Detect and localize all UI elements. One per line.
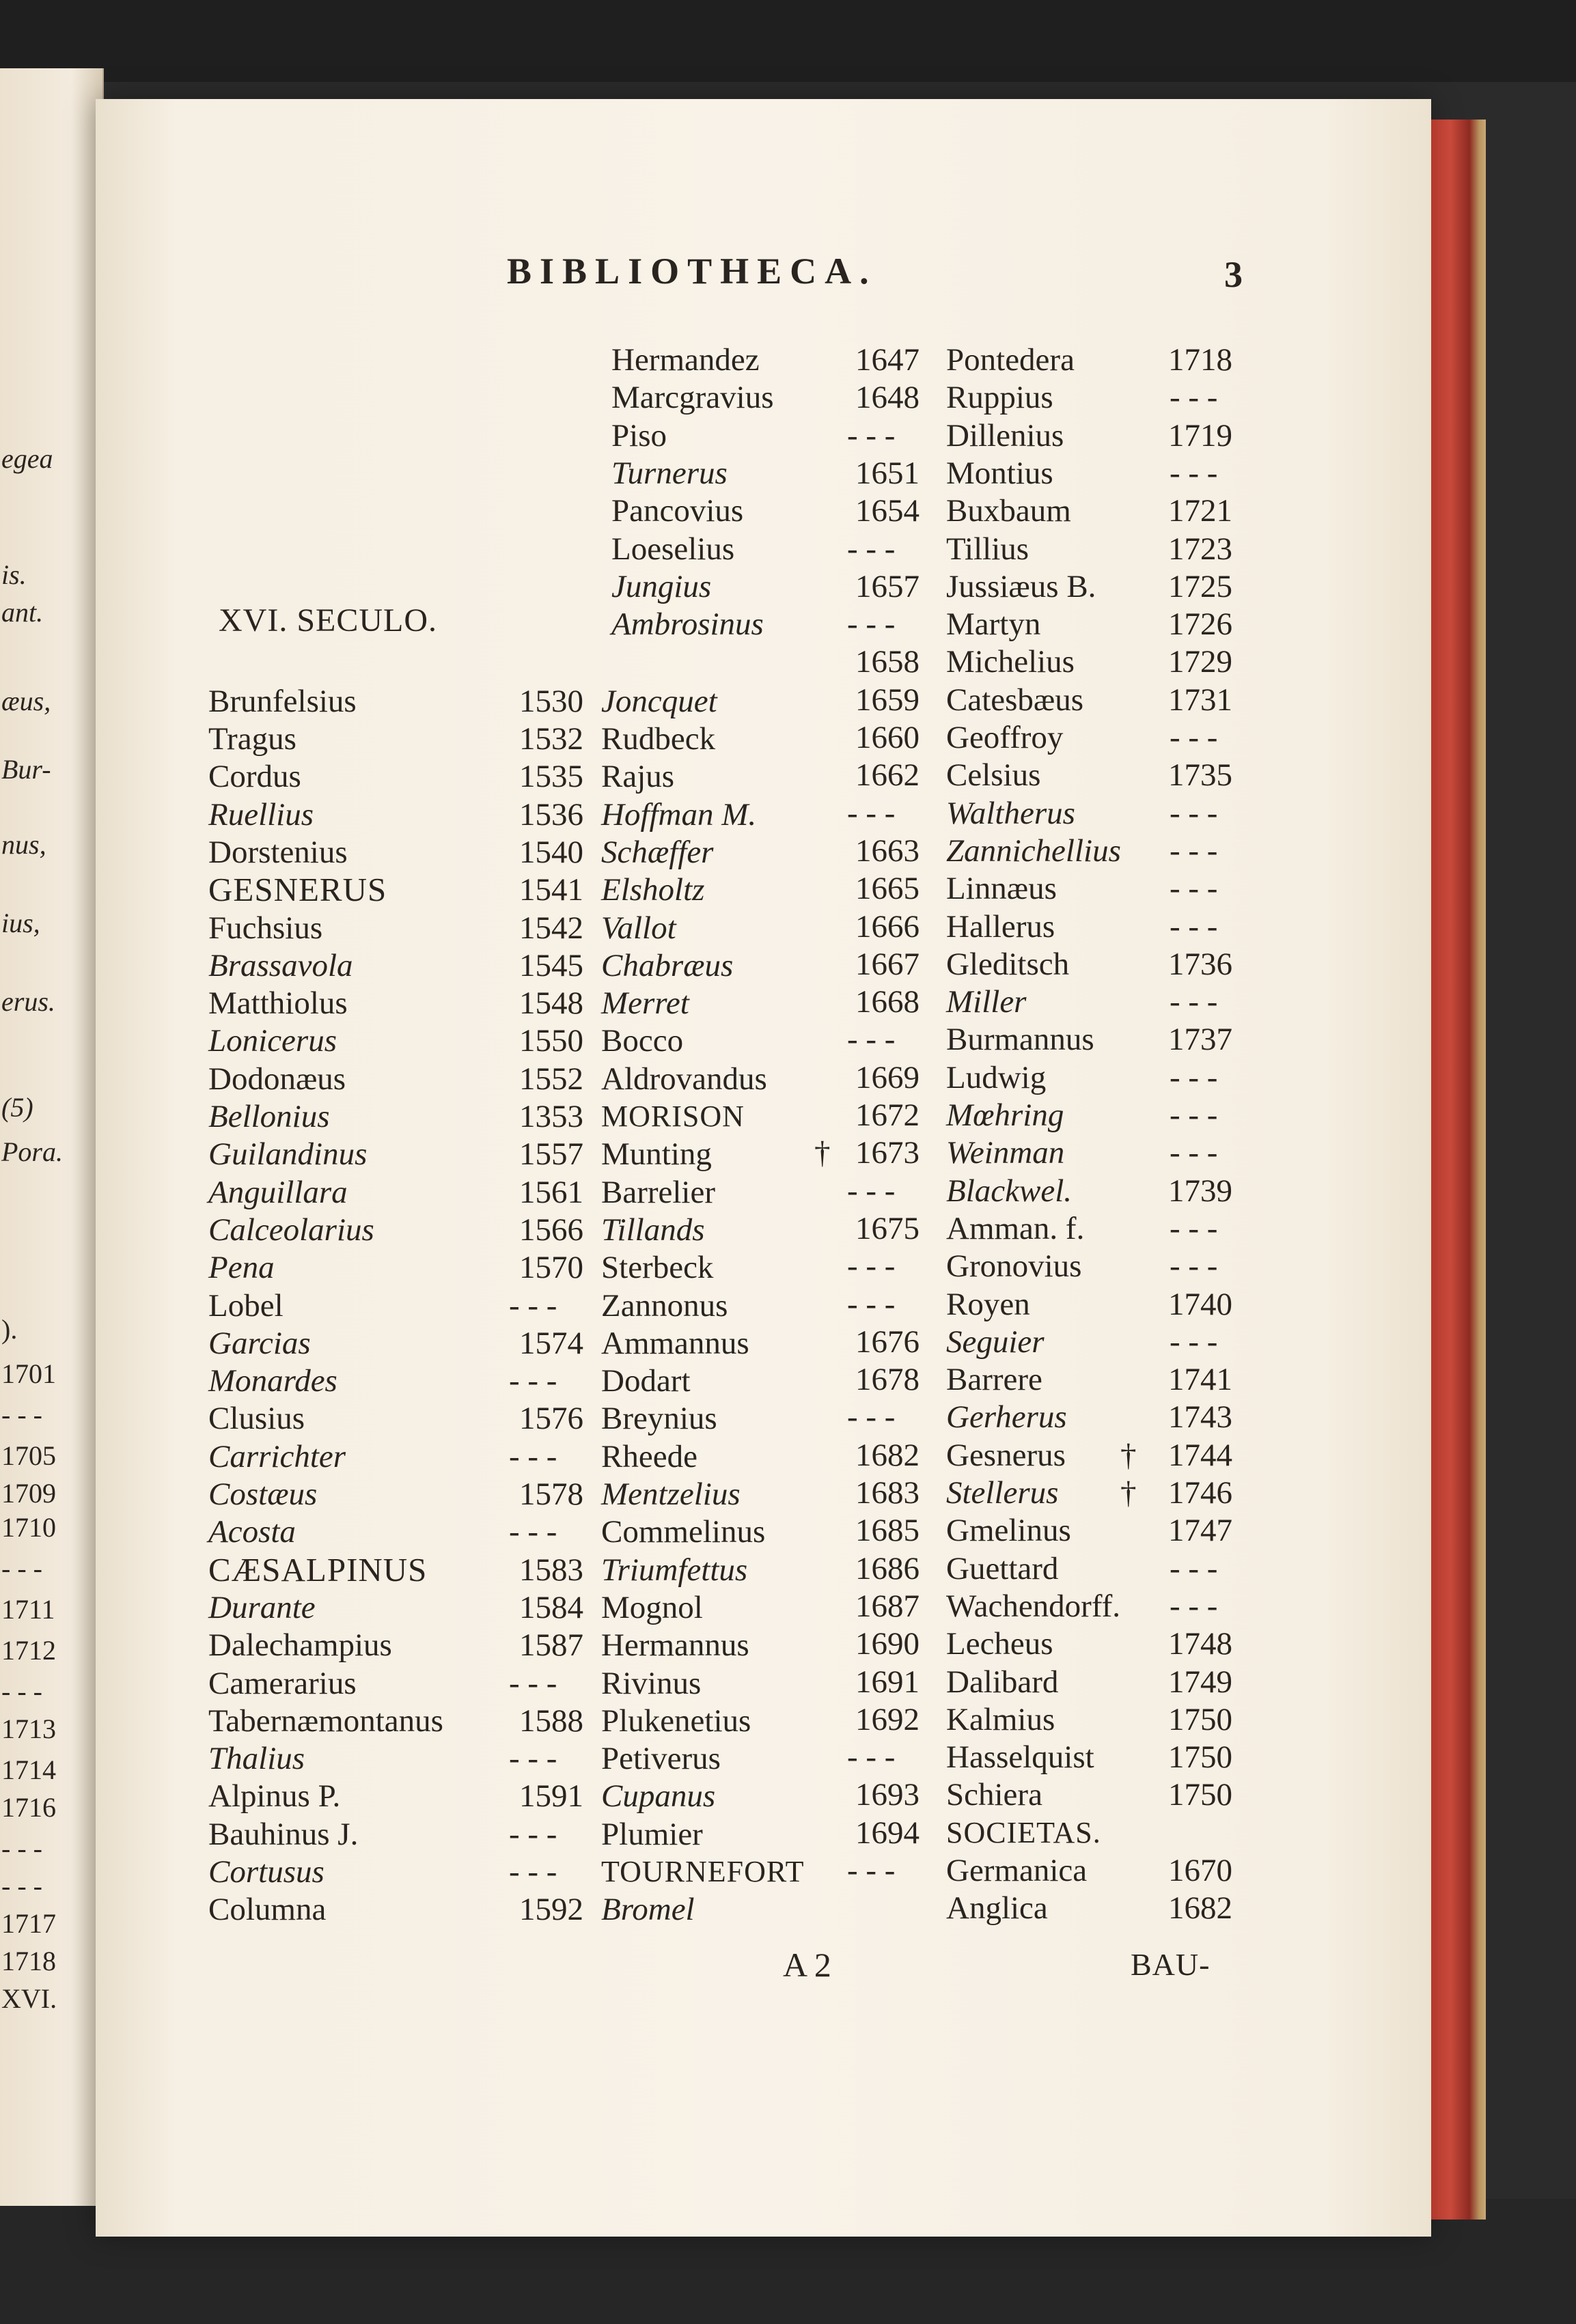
col3-year: 1678 bbox=[855, 1362, 920, 1398]
col4-year: - - - bbox=[1170, 720, 1218, 755]
col4-year: 1747 bbox=[1168, 1513, 1232, 1549]
left-page-fragment: æus, bbox=[1, 686, 51, 716]
col1-name: Brassavola bbox=[208, 947, 353, 983]
col2-name: Zannonus bbox=[601, 1287, 728, 1324]
col3-year: 1685 bbox=[855, 1513, 920, 1549]
page-number: 3 bbox=[1224, 254, 1243, 295]
left-page-fragment: 1717 bbox=[1, 1908, 56, 1939]
left-page-fragment: erus. bbox=[1, 986, 55, 1017]
col2-name: Mentzelius bbox=[601, 1476, 741, 1512]
col3-year: 1692 bbox=[855, 1701, 920, 1737]
col3-name: Jussiæus B. bbox=[946, 568, 1096, 604]
col3-name: Kalmius bbox=[946, 1701, 1055, 1737]
col3-year: 1665 bbox=[855, 871, 920, 907]
left-page-fragment: 1705 bbox=[1, 1440, 56, 1471]
left-page-fragment: - - - bbox=[1, 1833, 42, 1864]
col4-year: - - - bbox=[1170, 1059, 1218, 1095]
col3-name: Gleditsch bbox=[946, 946, 1070, 982]
col4-year: 1723 bbox=[1168, 531, 1232, 567]
col2-name: Mognol bbox=[601, 1589, 703, 1625]
col4-year: - - - bbox=[1170, 908, 1218, 944]
col2-name: Triumfettus bbox=[601, 1552, 748, 1588]
col1-name: CÆSALPINUS bbox=[208, 1550, 428, 1588]
red-page-edge bbox=[1431, 120, 1486, 2220]
col4-year: 1726 bbox=[1168, 606, 1232, 643]
col4-year: - - - bbox=[1170, 1588, 1218, 1624]
dagger-mark: † bbox=[1120, 1475, 1137, 1511]
col3-year: - - - bbox=[847, 531, 896, 567]
col2-year: - - - bbox=[509, 1665, 557, 1701]
col3-year: 1682 bbox=[855, 1437, 920, 1473]
col2-name: Aldrovandus bbox=[601, 1061, 767, 1097]
col3-year: 1676 bbox=[855, 1324, 920, 1360]
col4-year: - - - bbox=[1170, 380, 1218, 416]
col2-year: - - - bbox=[509, 1854, 557, 1890]
col3-name: Waltherus bbox=[946, 795, 1075, 831]
col4-year: 1743 bbox=[1168, 1399, 1232, 1436]
col2-name: Bromel bbox=[601, 1892, 695, 1928]
col3-name: Pontedera bbox=[946, 342, 1075, 378]
col3-name: Tillius bbox=[946, 531, 1029, 567]
col4-year: 1748 bbox=[1168, 1626, 1232, 1662]
col1-name: Fuchsius bbox=[208, 910, 323, 946]
left-page-fragment: ant. bbox=[1, 597, 44, 628]
col3-name: Guettard bbox=[946, 1550, 1059, 1586]
col4-year: 1739 bbox=[1168, 1173, 1232, 1209]
col2-year: - - - bbox=[509, 1741, 557, 1777]
col2-name: Piso bbox=[611, 417, 667, 453]
col2-name: Plukenetius bbox=[601, 1703, 751, 1739]
col4-year: - - - bbox=[1170, 984, 1218, 1020]
col4-year: - - - bbox=[1170, 1248, 1218, 1285]
col1-name: Anguillara bbox=[208, 1174, 348, 1210]
col3-name: Ruppius bbox=[946, 380, 1053, 416]
col3-year: 1648 bbox=[855, 380, 920, 416]
col3-name: Dalibard bbox=[946, 1664, 1059, 1700]
col4-year: 1750 bbox=[1168, 1777, 1232, 1813]
col1-name: Lobel bbox=[208, 1287, 284, 1324]
left-page-fragment: 1709 bbox=[1, 1478, 56, 1509]
col3-name: Buxbaum bbox=[946, 493, 1071, 529]
col3-year: 1690 bbox=[855, 1626, 920, 1662]
left-page-fragment: 1718 bbox=[1, 1946, 56, 1976]
col1-name: Thalius bbox=[208, 1741, 305, 1777]
left-page-fragment: 1712 bbox=[1, 1635, 56, 1666]
left-page-fragment: 1701 bbox=[1, 1358, 56, 1389]
col2-name: Joncquet bbox=[601, 683, 717, 719]
col3-name: Weinman bbox=[946, 1135, 1065, 1171]
col2-year: 1588 bbox=[519, 1703, 583, 1739]
col2-name: Rajus bbox=[601, 759, 675, 795]
col1-name: Dalechampius bbox=[208, 1627, 392, 1664]
col2-year: 1592 bbox=[519, 1892, 583, 1928]
col3-name: Geoffroy bbox=[946, 720, 1064, 755]
col4-year: 1741 bbox=[1168, 1362, 1232, 1398]
col3-year: 1668 bbox=[855, 984, 920, 1020]
col3-name: Germanica bbox=[946, 1853, 1088, 1888]
col4-year: 1670 bbox=[1168, 1853, 1232, 1888]
col2-name: Commelinus bbox=[601, 1514, 766, 1550]
col3-name: SOCIETAS. bbox=[946, 1815, 1101, 1849]
col1-name: Carrichter bbox=[208, 1438, 346, 1474]
col3-year: 1663 bbox=[855, 832, 920, 869]
left-page-fragment: is. bbox=[1, 559, 27, 590]
col2-name: Merret bbox=[601, 985, 689, 1022]
col3-name: Burmannus bbox=[946, 1022, 1094, 1058]
dagger-mark: † bbox=[814, 1135, 831, 1171]
col1-name: Clusius bbox=[208, 1401, 305, 1437]
col2-name: Bocco bbox=[601, 1023, 684, 1059]
col2-year: 1535 bbox=[519, 759, 583, 795]
left-page-fragment: XVI. bbox=[1, 1983, 57, 2014]
col2-name: Plumier bbox=[601, 1816, 703, 1852]
col3-name: Ludwig bbox=[946, 1059, 1047, 1095]
col3-year: 1694 bbox=[855, 1815, 920, 1851]
col3-name: Mœhring bbox=[946, 1097, 1064, 1133]
col2-name: Hermannus bbox=[601, 1627, 749, 1664]
col3-year: - - - bbox=[847, 417, 896, 453]
col1-name: Matthiolus bbox=[208, 985, 348, 1022]
col3-name: Dillenius bbox=[946, 417, 1064, 453]
catchword: BAU- bbox=[1131, 1947, 1211, 1982]
col3-year: - - - bbox=[847, 1399, 896, 1436]
col2-name: Munting bbox=[601, 1136, 712, 1173]
left-page-fragment: - - - bbox=[1, 1871, 42, 1901]
col3-year: 1675 bbox=[855, 1210, 920, 1246]
col1-name: Tabernæmontanus bbox=[208, 1703, 443, 1739]
col1-name: Bellonius bbox=[208, 1099, 330, 1134]
col4-year: 1725 bbox=[1168, 568, 1232, 604]
col3-name: Gerherus bbox=[946, 1399, 1067, 1436]
col2-year: 1540 bbox=[519, 834, 583, 870]
col1-name: Calceolarius bbox=[208, 1212, 374, 1248]
col3-year: - - - bbox=[847, 1853, 896, 1888]
left-page-fragment: ius, bbox=[1, 908, 40, 938]
col3-name: Catesbæus bbox=[946, 682, 1084, 718]
col3-year: 1654 bbox=[855, 493, 920, 529]
col1-name: Pena bbox=[208, 1250, 275, 1286]
col1-name: Dorstenius bbox=[208, 834, 348, 870]
col3-name: Hallerus bbox=[946, 908, 1055, 944]
col2-year: 1552 bbox=[519, 1061, 583, 1097]
signature-mark: A 2 bbox=[783, 1946, 831, 1984]
col2-year: 1570 bbox=[519, 1250, 583, 1286]
col2-year: 1536 bbox=[519, 796, 583, 832]
col2-year: 1557 bbox=[519, 1136, 583, 1173]
col3-name: Lecheus bbox=[946, 1626, 1053, 1662]
col2-name: Dodart bbox=[601, 1363, 691, 1399]
col2-year: 1541 bbox=[519, 872, 583, 908]
col3-year: 1673 bbox=[855, 1135, 920, 1171]
dagger-mark: † bbox=[1120, 1437, 1137, 1473]
col4-year: 1740 bbox=[1168, 1286, 1232, 1322]
col2-year: 1545 bbox=[519, 947, 583, 983]
col3-year: 1651 bbox=[855, 455, 920, 491]
col3-name: Blackwel. bbox=[946, 1173, 1073, 1209]
col2-year: 1584 bbox=[519, 1589, 583, 1625]
col2-name: Elsholtz bbox=[601, 872, 705, 908]
col3-name: Celsius bbox=[946, 757, 1041, 794]
col4-year: 1746 bbox=[1168, 1475, 1232, 1511]
col4-year: - - - bbox=[1170, 1324, 1218, 1360]
col3-name: Anglica bbox=[946, 1890, 1048, 1927]
col3-year: - - - bbox=[847, 606, 896, 643]
left-page-fragment: - - - bbox=[1, 1553, 42, 1584]
col3-name: Gmelinus bbox=[946, 1513, 1071, 1549]
col3-year: 1687 bbox=[855, 1588, 920, 1624]
col2-name: Rudbeck bbox=[601, 721, 716, 757]
col4-year: 1737 bbox=[1168, 1022, 1232, 1058]
col4-year: 1749 bbox=[1168, 1664, 1232, 1700]
col2-name: Tillands bbox=[601, 1212, 705, 1248]
col2-name: Vallot bbox=[601, 910, 676, 946]
col1-name: Lonicerus bbox=[208, 1023, 337, 1059]
col2-year: 1578 bbox=[519, 1476, 583, 1512]
col3-name: Gronovius bbox=[946, 1248, 1082, 1285]
left-page-fragment: 1711 bbox=[1, 1594, 55, 1625]
col3-name: Amman. f. bbox=[946, 1210, 1085, 1246]
col2-name: Marcgravius bbox=[611, 380, 774, 416]
col3-year: 1658 bbox=[855, 644, 920, 680]
section-heading: XVI. SECULO. bbox=[219, 602, 437, 639]
left-page-fragment: 1713 bbox=[1, 1713, 56, 1744]
col2-year: 1587 bbox=[519, 1627, 583, 1664]
col2-year: 1530 bbox=[519, 683, 583, 719]
col2-name: Turnerus bbox=[611, 455, 728, 491]
col3-year: - - - bbox=[847, 1022, 896, 1058]
col3-name: Stellerus bbox=[946, 1475, 1059, 1511]
background-top bbox=[0, 0, 1576, 82]
left-page-fragment: - - - bbox=[1, 1676, 42, 1707]
col4-year: - - - bbox=[1170, 1097, 1218, 1133]
col3-name: Seguier bbox=[946, 1324, 1045, 1360]
col1-name: Columna bbox=[208, 1892, 327, 1928]
col2-year: 1561 bbox=[519, 1174, 583, 1210]
col2-name: Hoffman M. bbox=[601, 796, 757, 832]
col1-name: Bauhinus J. bbox=[208, 1816, 359, 1852]
col2-year: 1550 bbox=[519, 1023, 583, 1059]
col2-year: - - - bbox=[509, 1438, 557, 1474]
col2-name: Pancovius bbox=[611, 493, 744, 529]
col3-name: Zannichellius bbox=[946, 832, 1121, 869]
col4-year: 1731 bbox=[1168, 682, 1232, 718]
col1-name: Alpinus P. bbox=[208, 1778, 341, 1815]
left-page-fragment: (5) bbox=[1, 1092, 33, 1123]
running-header: BIBLIOTHECA. bbox=[507, 251, 877, 292]
col3-year: 1691 bbox=[855, 1664, 920, 1700]
col4-year: - - - bbox=[1170, 1210, 1218, 1246]
col2-name: Breynius bbox=[601, 1401, 717, 1437]
col1-name: Ruellius bbox=[208, 796, 314, 832]
col1-name: GESNERUS bbox=[208, 871, 387, 909]
col3-name: Miller bbox=[946, 984, 1027, 1020]
col3-name: Barrere bbox=[946, 1362, 1042, 1398]
col3-name: Hasselquist bbox=[946, 1739, 1094, 1776]
col2-year: 1566 bbox=[519, 1212, 583, 1248]
left-page-fragment: 1710 bbox=[1, 1512, 56, 1543]
col2-year: 1353 bbox=[519, 1099, 583, 1134]
col4-year: 1744 bbox=[1168, 1437, 1232, 1473]
col4-year: 1736 bbox=[1168, 946, 1232, 982]
col1-name: Brunfelsius bbox=[208, 683, 357, 719]
col3-year: 1669 bbox=[855, 1059, 920, 1095]
col1-name: Cortusus bbox=[208, 1854, 324, 1890]
col3-year: - - - bbox=[847, 1173, 896, 1209]
col3-name: Montius bbox=[946, 455, 1053, 491]
col2-year: 1542 bbox=[519, 910, 583, 946]
left-page-fragment: - - - bbox=[1, 1399, 42, 1430]
col2-name: Schæffer bbox=[601, 834, 714, 870]
col2-name: Loeselius bbox=[611, 531, 735, 567]
left-page-fragment: nus, bbox=[1, 829, 46, 860]
col2-name: Sterbeck bbox=[601, 1250, 714, 1286]
col3-year: 1647 bbox=[855, 342, 920, 378]
col3-name: Schiera bbox=[946, 1777, 1042, 1813]
left-page-fragment: Pora. bbox=[1, 1136, 63, 1167]
col1-name: Costæus bbox=[208, 1476, 318, 1512]
col2-name: Ammannus bbox=[601, 1325, 749, 1361]
col2-name: Rheede bbox=[601, 1438, 697, 1474]
left-page-fragment: egea bbox=[1, 443, 53, 474]
col3-year: - - - bbox=[847, 1739, 896, 1776]
col4-year: - - - bbox=[1170, 1550, 1218, 1586]
col3-year: 1659 bbox=[855, 682, 920, 718]
col4-year: - - - bbox=[1170, 795, 1218, 831]
col4-year: 1750 bbox=[1168, 1701, 1232, 1737]
col4-year: - - - bbox=[1170, 455, 1218, 491]
col2-year: - - - bbox=[509, 1287, 557, 1324]
col3-year: 1657 bbox=[855, 568, 920, 604]
col1-name: Garcias bbox=[208, 1325, 311, 1361]
col3-year: - - - bbox=[847, 1248, 896, 1285]
col3-year: 1662 bbox=[855, 757, 920, 794]
col2-name: Chabræus bbox=[601, 947, 734, 983]
col4-year: - - - bbox=[1170, 1135, 1218, 1171]
col2-year: 1576 bbox=[519, 1401, 583, 1437]
col3-year: 1686 bbox=[855, 1550, 920, 1586]
col3-year: - - - bbox=[847, 795, 896, 831]
col4-year: 1682 bbox=[1168, 1890, 1232, 1927]
col2-year: 1574 bbox=[519, 1325, 583, 1361]
left-page-fragment: 1716 bbox=[1, 1792, 56, 1823]
col3-year: 1693 bbox=[855, 1777, 920, 1813]
col2-year: 1548 bbox=[519, 985, 583, 1022]
left-page-fragment: 1714 bbox=[1, 1754, 56, 1785]
col3-name: Linnæus bbox=[946, 871, 1057, 907]
col1-name: Monardes bbox=[208, 1363, 337, 1399]
col3-name: Martyn bbox=[946, 606, 1041, 643]
col4-year: 1735 bbox=[1168, 757, 1232, 794]
col3-year: 1660 bbox=[855, 720, 920, 755]
col4-year: 1718 bbox=[1168, 342, 1232, 378]
col2-year: - - - bbox=[509, 1514, 557, 1550]
col2-year: 1591 bbox=[519, 1778, 583, 1815]
col3-year: 1667 bbox=[855, 946, 920, 982]
col1-name: Durante bbox=[208, 1589, 316, 1625]
col2-name: Jungius bbox=[611, 568, 712, 604]
col2-name: Cupanus bbox=[601, 1778, 716, 1815]
col1-name: Dodonæus bbox=[208, 1061, 346, 1097]
col1-name: Acosta bbox=[208, 1514, 296, 1550]
col3-year: 1672 bbox=[855, 1097, 920, 1133]
col2-name: Petiverus bbox=[601, 1741, 721, 1777]
col3-name: Gesnerus bbox=[946, 1437, 1066, 1473]
col1-name: Camerarius bbox=[208, 1665, 357, 1701]
col3-year: - - - bbox=[847, 1286, 896, 1322]
col4-year: - - - bbox=[1170, 871, 1218, 907]
col4-year: 1750 bbox=[1168, 1739, 1232, 1776]
col4-year: 1719 bbox=[1168, 417, 1232, 453]
col2-year: 1583 bbox=[519, 1552, 583, 1588]
left-page-fragment: ). bbox=[1, 1314, 18, 1345]
col2-name: Rivinus bbox=[601, 1665, 702, 1701]
col1-name: Guilandinus bbox=[208, 1136, 368, 1173]
col2-name: TOURNEFORT bbox=[601, 1855, 805, 1888]
col3-name: Wachendorff. bbox=[946, 1588, 1121, 1624]
col2-name: Hermandez bbox=[611, 342, 760, 378]
col1-name: Tragus bbox=[208, 721, 296, 757]
col2-name: Ambrosinus bbox=[611, 606, 764, 643]
col2-name: Barrelier bbox=[601, 1174, 716, 1210]
col2-name: MORISON bbox=[601, 1100, 745, 1133]
col1-name: Cordus bbox=[208, 759, 301, 795]
col3-name: Royen bbox=[946, 1286, 1030, 1322]
col4-year: 1729 bbox=[1168, 644, 1232, 680]
col4-year: - - - bbox=[1170, 832, 1218, 869]
col4-year: 1721 bbox=[1168, 493, 1232, 529]
col3-year: 1683 bbox=[855, 1475, 920, 1511]
left-page-fragment: Bur- bbox=[1, 754, 51, 785]
col3-year: 1666 bbox=[855, 908, 920, 944]
col3-name: Michelius bbox=[946, 644, 1075, 680]
col2-year: - - - bbox=[509, 1363, 557, 1399]
col2-year: 1532 bbox=[519, 721, 583, 757]
col2-year: - - - bbox=[509, 1816, 557, 1852]
